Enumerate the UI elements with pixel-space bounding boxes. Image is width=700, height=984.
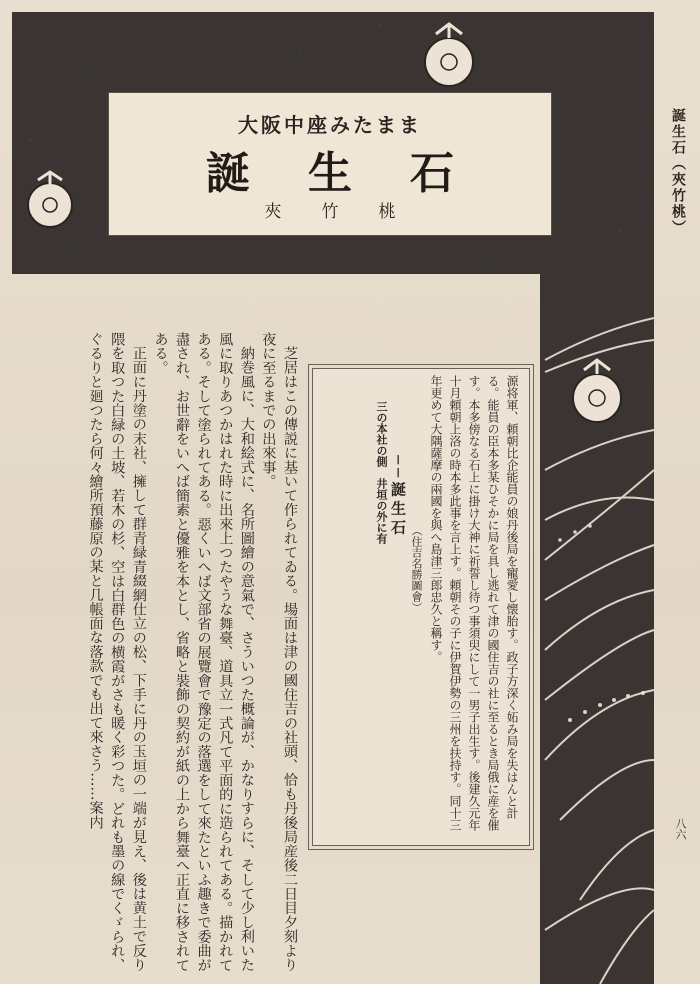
persimmon-ornament-icon (425, 24, 473, 86)
page-number: 八六 (674, 818, 687, 840)
title-panel (108, 92, 552, 236)
inset-body: 源将軍、頼朝比企能員の娘丹後局を寵愛し懐胎す。政子方深く妬み局を失はんと計る。能員の臣本多某ひそかに局を具し逃れて津の國住吉の社に至るとき局俄に産を催す。本多傍なる石上に掛け大神に祈誓し待つ事須臾にして一男子出生す。後建久元年十月頼朝上洛の時本多此事を言上す。頼朝その子に伊賀伊勢の三州を扶持す。同十三年更めて大隅薩摩の兩國を與へ島津三郎忠久と稱す。 (429, 375, 519, 831)
running-header: 誕生石（夾竹桃） (670, 108, 686, 236)
series-title: 大阪中座みたまま (238, 113, 422, 137)
body-paragraph: 納巻風に、大和絵式に、名所圖繪の意氣で、さういつた概論が、かなりすらに、そして少し利いた風に取りあつかはれた時に出來上つたやうな舞臺、道具立一式凡て平面的に造られてある。描かれてある。そして塗られてある。惡くいへば文部省の展覽會で豫定の落選をして來たといふ趣きで委曲が盡され、お世辭をいへば簡素と優雅を本とし、省略と裝飾の契約が紙の上から舞臺へ正直に移されてある。 (152, 332, 255, 972)
article-body (24, 332, 300, 972)
page-title: 誕生石 (206, 148, 512, 199)
persimmon-ornament-icon (28, 172, 72, 227)
body-paragraph: 芝居はこの傳説に基いて作られてゐる。場面は津の國住吉の社頭、恰も丹後局産後二日目夕刻より夜に至るまでの出來事。 (260, 332, 298, 972)
body-paragraph: 正面に丹塗の末社、擁して群青緑青綴網仕立の松、下手に丹の玉垣の一端が見え、後は黄土で反り隈を取つた白緑の土坡、若木の杉、空は白群色の横霞がさも暖く彩つた。どれも墨の線でくゞられ、ぐるりと廻つたら何々繪所預藤原の某と几帳面な落款でも出て來さう……案内 (87, 332, 147, 972)
legend-inset-box (308, 364, 534, 850)
inset-source: （住吉名勝圖會） (410, 525, 423, 613)
legend-inset-text (321, 375, 521, 837)
author-name: 夾竹桃 (264, 202, 436, 222)
inset-subheading: 三の本社の側 井垣の外に有 (375, 401, 388, 544)
persimmon-ornament-icon (573, 360, 621, 422)
inset-heading: ──誕生石 (389, 455, 407, 539)
